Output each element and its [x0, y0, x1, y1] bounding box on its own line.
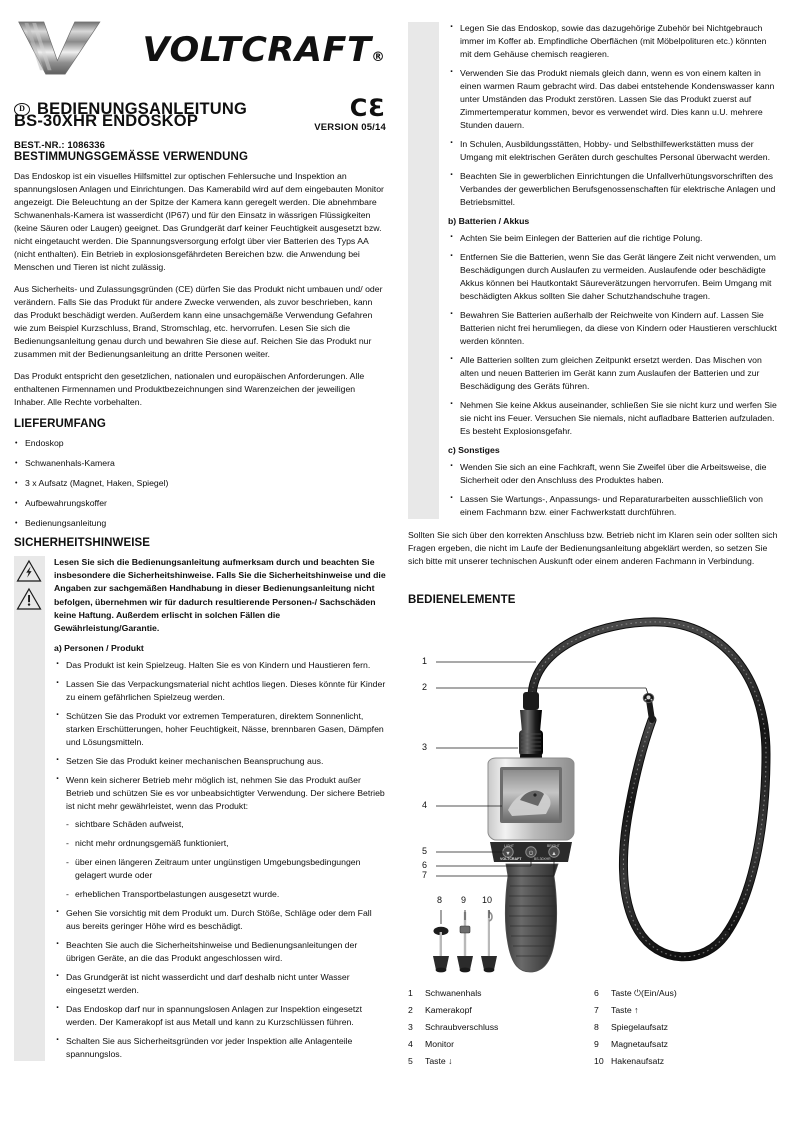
list-item: - nicht mehr ordnungsgemäß funktioniert,	[66, 837, 386, 850]
unsafe-intro-text: Wenn kein sicherer Betrieb mehr möglich ist, nehmen Sie das Produkt außer Betrieb und schützen Sie es vor unbeabsichtigter Verwendung. Der sichere Betrieb ist nicht mehr gewährleistet, wenn das Produkt:	[66, 775, 385, 812]
legend-label: Taste ⏻(Ein/Aus)	[611, 988, 677, 998]
list-item: · Setzen Sie das Produkt keiner mechanischen Beanspruchung aus.	[54, 755, 386, 768]
list-item: · Entfernen Sie die Batterien, wenn Sie das Gerät längere Zeit nicht verwenden, um Beschädigungen durch Auslaufen zu vermeiden. Auslaufende oder beschädigte Akkus können bei Hautkontakt Säureverätzungen hervorrufen. Beim Umgang mit beschädigten Akkus sollten Sie daher Schutzhandschuhe tragen.	[448, 251, 780, 303]
ce-version-block	[314, 96, 386, 133]
list-item: · Legen Sie das Endoskop, sowie das dazugehörige Zubehör bei Nichtgebrauch immer im Koffer ab. Empfindliche Oberflächen (mit Möbelpolituren etc.) könnten mit dem Gehäuse chemisch reagieren.	[448, 22, 780, 61]
intended-use-paragraph-1: Das Endoskop ist ein visuelles Hilfsmittel zur optischen Fehlersuche und Inspektion an spannungslosen Anlagen und Einrichtungen. Das Kamerabild wird auf dem eingebauten Monitor angezeigt. Die Beleuchtung an der Spitze der Kamera kann geregelt werden. Die abnehmbare Schwanenhals-Kamera ist wasserdicht (IP67) und für den Einsatz in wässrigen Flüssigkeiten (keine Säuren oder Laugen) geeignet. Das Grundgerät darf keiner Feuchtigkeit ausgesetzt bzw. nicht eingetaucht werden. Die Spannungsversorgung erfolgt über vier Batterien des Typs AA (nicht enthalten). Ein Betrieb in explosionsgefährdeten Bereichen bzw. die Anwendung bei Menschen und Tieren ist nicht zulässig.	[14, 171, 384, 272]
callout-2: 2	[422, 682, 428, 692]
list-item: · Das Produkt ist kein Spielzeug. Halten Sie es von Kindern und Haustieren fern.	[54, 659, 386, 672]
safety-closing-paragraph: Sollten Sie sich über den korrekten Anschluss bzw. Betrieb nicht im Klaren sein oder sollten sich Fragen ergeben, die nicht im Laufe der Bedienungsanleitung abgeklärt werden, so setzen Sie sich bitte mit unserer technischen Auskunft oder einem anderen Fachmann in Verbindung.	[408, 530, 778, 566]
legend-item	[594, 1036, 780, 1053]
endoscope-diagram	[408, 614, 780, 979]
legend-label: Schwanenhals	[425, 988, 482, 998]
section-heading-scope: LIEFERUMFANG	[14, 418, 106, 430]
svg-text:BS-30XHR: BS-30XHR	[534, 857, 551, 861]
left-column	[14, 22, 386, 1067]
brand-logo	[14, 22, 386, 84]
legend-label: Hakenaufsatz	[611, 1056, 665, 1066]
list-item: - über einen längeren Zeitraum unter ungünstigen Umgebungsbedingungen gelagert wurde oder	[66, 856, 386, 882]
list-item: · Beachten Sie auch die Sicherheitshinweise und Bedienungsanleitungen der übrigen Geräte, an die das Produkt angeschlossen wird.	[54, 939, 386, 965]
order-number: BEST.-NR.: 1086336	[14, 140, 106, 151]
legend-number: 3	[408, 1022, 413, 1032]
legend-item	[408, 985, 594, 1002]
svg-text:▼: ▼	[505, 851, 511, 857]
list-item: · Beachten Sie in gewerblichen Einrichtungen die Unfallverhütungsvorschriften des Verbandes der gewerblichen Berufsgenossenschaften für elektrische Anlagen und Betriebsmittel.	[448, 170, 780, 209]
high-voltage-warning-icon	[16, 559, 42, 583]
svg-text:⏻: ⏻	[528, 851, 534, 857]
legend-label: Taste ↓	[425, 1056, 453, 1066]
list-item: · Nehmen Sie keine Akkus auseinander, schließen Sie sie nicht kurz und werfen Sie sie nicht ins Feuer. Versuchen Sie niemals, nicht aufladbare Batterien aufzuladen. Es besteht Explosionsgefahr.	[448, 399, 780, 438]
legend-label: Kamerakopf	[425, 1005, 472, 1015]
list-item: • Schwanenhals-Kamera	[14, 457, 386, 470]
safety-subheading-b: b) Batterien / Akkus	[448, 216, 530, 226]
ce-mark-icon: CƐ	[349, 94, 386, 122]
legend-item	[408, 1053, 594, 1070]
list-item: · Verwenden Sie das Produkt niemals gleich dann, wenn es von einem kalten in einen warmen Raum gebracht wird. Das dabei entstehende Kondenswasser kann unter Umständen das Produkt zerstören. Lassen Sie das Produkt zuerst auf Zimmertemperatur kommen, bevor es verwendet wird. Dies kann u.U. mehrere Stunden dauern.	[448, 67, 780, 132]
safety-text-body	[54, 556, 386, 1061]
legend-column-right	[594, 985, 780, 1070]
legend-label: Monitor	[425, 1039, 454, 1049]
legend-number: 5	[408, 1056, 413, 1066]
legend-label: Schraubverschluss	[425, 1022, 499, 1032]
list-item: • Aufbewahrungskoffer	[14, 497, 386, 510]
list-item: · Das Grundgerät ist nicht wasserdicht und darf deshalb nicht unter Wasser eingesetzt werden.	[54, 971, 386, 997]
section-heading-safety: SICHERHEITSHINWEISE	[14, 537, 151, 549]
warning-strip	[408, 22, 439, 519]
callout-1: 1	[422, 656, 428, 666]
legend-number: 9	[594, 1039, 599, 1049]
safety-text-body-continued	[448, 22, 780, 519]
list-item: · Alle Batterien sollten zum gleichen Zeitpunkt ersetzt werden. Das Mischen von alten und neuen Batterien im Gerät kann zum Auslaufen der Batterien und zur Beschädigung des Geräts führen.	[448, 354, 780, 393]
language-badge-de: D	[14, 103, 30, 116]
list-item: - sichtbare Schäden aufweist,	[66, 818, 386, 831]
legend-number: 7	[594, 1005, 599, 1015]
voltcraft-checkmark-icon	[14, 20, 122, 78]
svg-text:BRIGHT: BRIGHT	[547, 844, 560, 848]
legend-number: 8	[594, 1022, 599, 1032]
safety-list-a-part3	[448, 22, 780, 209]
legend-number: 2	[408, 1005, 413, 1015]
legend-item	[594, 1002, 780, 1019]
list-item: • 3 x Aufsatz (Magnet, Haken, Spiegel)	[14, 477, 386, 490]
right-column	[408, 22, 780, 1070]
legend-item	[408, 1019, 594, 1036]
callout-10: 10	[482, 895, 493, 905]
section-heading-intended-use: BESTIMMUNGSGEMÄSSE VERWENDUNG	[14, 151, 248, 163]
manual-title-row	[14, 94, 386, 134]
list-item: · Wenden Sie sich an eine Fachkraft, wenn Sie Zweifel über die Arbeitsweise, die Sicherheit oder den Anschluss des Produktes haben.	[448, 461, 780, 487]
version-label: VERSION 05/14	[314, 122, 386, 133]
legend-number: 6	[594, 988, 599, 998]
controls-legend	[408, 985, 780, 1070]
legend-item	[408, 1002, 594, 1019]
legend-label: Magnetaufsatz	[611, 1039, 668, 1049]
registered-mark: ®	[371, 50, 386, 65]
endoscope-illustration	[408, 614, 780, 979]
manual-label: BEDIENUNGSANLEITUNG	[37, 100, 248, 118]
list-item: · Lassen Sie das Verpackungsmaterial nicht achtlos liegen. Dieses könnte für Kinder zu einem gefährlichen Spielzeug werden.	[54, 678, 386, 704]
warning-icons	[16, 559, 44, 615]
safety-notice-block	[14, 556, 386, 1061]
safety-list-a-part1	[54, 659, 386, 1061]
list-item: • Bedienungsanleitung	[14, 517, 386, 530]
brand-wordmark	[143, 30, 386, 70]
list-item: · Schalten Sie aus Sicherheitsgründen vor jeder Inspektion alle Anlagenteile spannungslos.	[54, 1035, 386, 1061]
callout-9: 9	[461, 895, 467, 905]
legend-item	[594, 1019, 780, 1036]
callout-7: 7	[422, 870, 428, 880]
list-item: · Schützen Sie das Produkt vor extremen Temperaturen, direktem Sonnenlicht, starken Erschütterungen, hoher Feuchtigkeit, Nässe, brennbaren Gasen, Dämpfen und Lösungsmitteln.	[54, 710, 386, 749]
safety-list-b	[448, 232, 780, 438]
safety-subheading-a: a) Personen / Produkt	[54, 643, 144, 654]
safety-notice-block-continued	[408, 22, 780, 519]
legend-item	[594, 985, 780, 1002]
legend-label: Spiegelaufsatz	[611, 1022, 668, 1032]
warning-strip	[14, 556, 45, 1061]
legend-label: Taste ↑	[611, 1005, 639, 1015]
brand-name: VOLTCRAFT	[142, 30, 372, 70]
svg-text:▲: ▲	[551, 851, 557, 857]
svg-text:VOLTCRAFT: VOLTCRAFT	[500, 857, 522, 861]
legend-number: 4	[408, 1039, 413, 1049]
legend-number: 10	[594, 1056, 604, 1066]
list-item: - erheblichen Transportbelastungen ausgesetzt wurde.	[66, 888, 386, 901]
legend-item	[408, 1036, 594, 1053]
page-title: BS-30XHR ENDOSKOP	[14, 112, 199, 130]
scope-of-delivery-list	[14, 437, 386, 530]
list-item	[54, 774, 386, 901]
list-item: · Gehen Sie vorsichtig mit dem Produkt um. Durch Stöße, Schläge oder dem Fall aus bereits geringer Höhe wird es beschädigt.	[54, 907, 386, 933]
intended-use-paragraph-3: Das Produkt entspricht den gesetzlichen, nationalen und europäischen Anforderungen. Alle enthaltenen Firmennamen und Produktbezeichnungen sind Warenzeichen der jeweiligen Inhaber. Alle Rechte vorbehalten.	[14, 371, 365, 407]
legend-column-left	[408, 985, 594, 1070]
callout-8: 8	[437, 895, 443, 905]
legend-number: 1	[408, 988, 413, 998]
two-column-layout	[14, 22, 788, 1070]
list-item: · Das Endoskop darf nur in spannungslosen Anlagen zur Inspektion eingesetzt werden. Der Kamerakopf ist aus Metall und kann zu Kurzschlüssen führen.	[54, 1003, 386, 1029]
safety-list-c	[448, 461, 780, 519]
list-item: · Bewahren Sie Batterien außerhalb der Reichweite von Kindern auf. Lassen Sie Batterien nicht frei herumliegen, da diese von Kindern oder Haustieren verschluckt werden könnten.	[448, 309, 780, 348]
callout-4: 4	[422, 800, 428, 810]
callout-3: 3	[422, 742, 428, 752]
callout-5: 5	[422, 846, 428, 856]
unsafe-conditions-list	[66, 818, 386, 901]
list-item: · Achten Sie beim Einlegen der Batterien auf die richtige Polung.	[448, 232, 780, 245]
list-item: · In Schulen, Ausbildungsstätten, Hobby- und Selbsthilfewerkstätten muss der Umgang mit elektrischen Geräten durch geschultes Personal überwacht werden.	[448, 138, 780, 164]
safety-subheading-c: c) Sonstiges	[448, 445, 500, 455]
general-warning-icon	[16, 587, 42, 611]
safety-lead-paragraph: Lesen Sie sich die Bedienungsanleitung aufmerksam durch und beachten Sie insbesondere die Sicherheitshinweise. Falls Sie die Sicherheitshinweise und die Angaben zur sachgemäßen Handhabung in dieser Bedienungsanleitung nicht befolgen, übernehmen wir für dadurch resultierende Personen-/ Sachschäden keine Haftung. Außerdem erlischt in solchen Fällen die Gewährleistung/Garantie.	[54, 557, 386, 634]
svg-text:LIGHT: LIGHT	[504, 844, 514, 848]
list-item: · Lassen Sie Wartungs-, Anpassungs- und Reparaturarbeiten ausschließlich von einem Fachmann bzw. einer Fachwerkstatt durchführen.	[448, 493, 780, 519]
callout-6: 6	[422, 860, 428, 870]
list-item: • Endoskop	[14, 437, 386, 450]
intended-use-paragraph-2: Aus Sicherheits- und Zulassungsgründen (CE) dürfen Sie das Produkt nicht umbauen und/ oder verändern. Falls Sie das Produkt für andere Zwecke verwenden, als zuvor beschrieben, kann das Produkt beschädigt werden. Außerdem kann eine unsachgemäße Verwendung Gefahren wie zum Beispiel Kurzschluss, Brand, Stromschlag, etc. hervorrufen. Lesen Sie sich die Bedienungsanleitung genau durch und bewahren Sie diese auf. Reichen Sie das Produkt nur zusammen mit der Bedienungsanleitung an dritte Personen weiter.	[14, 284, 383, 359]
legend-item	[594, 1053, 780, 1070]
section-heading-controls: BEDIENELEMENTE	[408, 594, 516, 606]
